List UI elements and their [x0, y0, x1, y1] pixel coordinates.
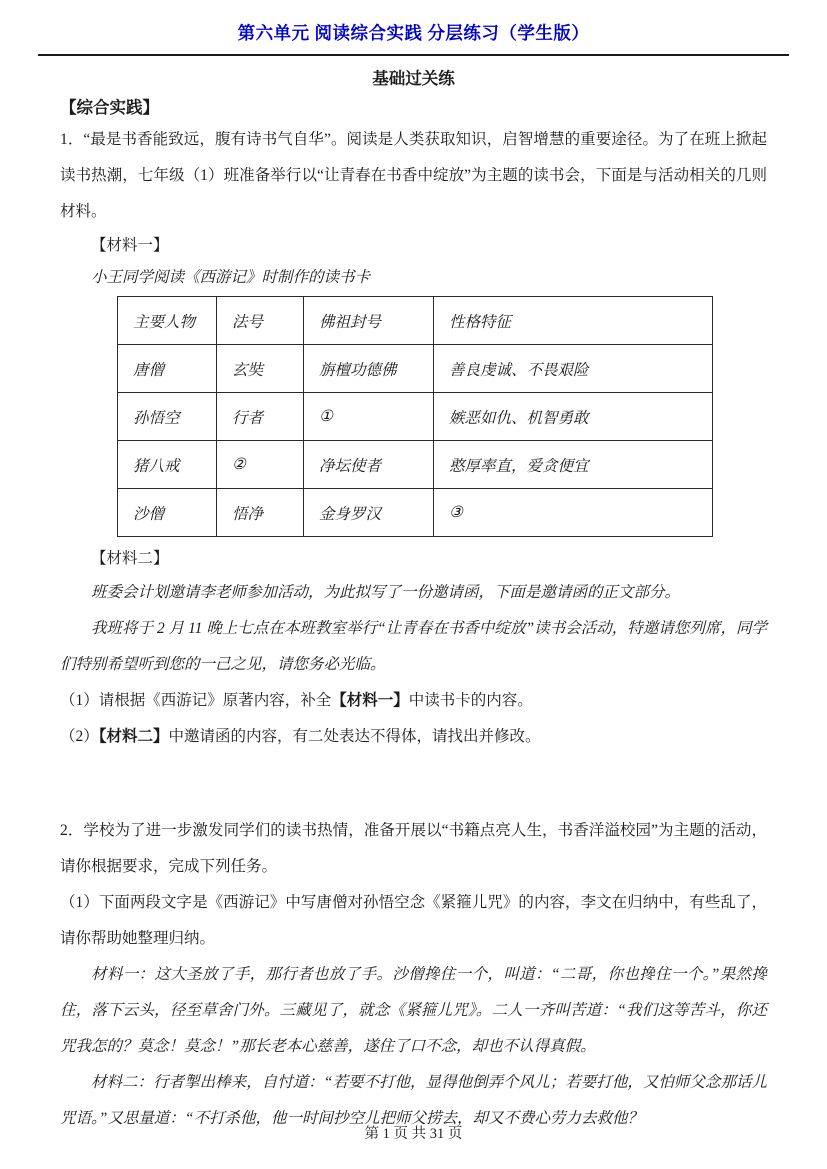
header-divider [38, 54, 789, 56]
q1-sub2-suffix: 中邀请函的内容，有二处表达不得体，请找出并修改。 [168, 728, 541, 745]
reading-card-table [117, 296, 713, 537]
col-header-buddha-title: 佛祖封号 [304, 297, 434, 345]
cell-character: 沙僧 [118, 489, 217, 537]
q1-intro: 1．“最是书香能致远，腹有诗书气自华”。阅读是人类获取知识，启智增慧的重要途径。为了在班上掀起读书热潮，七年级（1）班准备举行以“让青春在书香中绽放”为主题的读书会，下面是与活动相关的几则材料。 [60, 131, 767, 220]
q2-material1: 材料一：这大圣放了手，那行者也放了手。沙僧搀住一个，叫道：“二哥，你也搀住一个。”果然搀住，落下云头，径至草舍门外。三藏见了，就念《紧箍儿咒》。二人一齐叫苦道：“我们这等苦斗，你还咒我怎的？莫念！莫念！”那长老本心慈善，遂住了口不念，却也不认得真假。 [60, 966, 767, 1055]
q1-sub1 [60, 683, 767, 719]
material1-caption: 小王同学阅读《西游记》时制作的读书卡 [91, 269, 371, 286]
col-header-character: 主要人物 [118, 297, 217, 345]
q2-intro: 2．学校为了进一步激发同学们的读书热情，准备开展以“书籍点亮人生，书香洋溢校园”为主题的活动，请你根据要求，完成下列任务。 [60, 822, 767, 875]
col-header-dharma-name: 法号 [217, 297, 304, 345]
cell-buddha-title: 金身罗汉 [304, 489, 434, 537]
invitation-text: 我班将于 2 月 11 晚上七点在本班教室举行“让青春在书香中绽放”读书会活动，特邀请您列席，同学们特别希望听到您的一己之见，请您务必光临。 [60, 620, 767, 673]
table-row [118, 345, 713, 393]
material2-label: 【材料二】 [91, 550, 169, 567]
cell-buddha-title: 旃檀功德佛 [304, 345, 434, 393]
cell-traits: 嫉恶如仇、机智勇敢 [434, 393, 713, 441]
q1-sub1-prefix: （1）请根据《西游记》原著内容，补全 [60, 692, 332, 709]
cell-dharma-name: 玄奘 [217, 345, 304, 393]
document-body [0, 65, 827, 1137]
cell-traits: 善良虔诚、不畏艰险 [434, 345, 713, 393]
table-header-row [118, 297, 713, 345]
q1-sub2-prefix: （2） [60, 728, 99, 745]
practice-label: 【综合实践】 [60, 98, 159, 117]
cell-character: 孙悟空 [118, 393, 217, 441]
section-title: 基础过关练 [372, 69, 455, 88]
table-row [118, 393, 713, 441]
cell-character: 猪八戒 [118, 441, 217, 489]
material1-label: 【材料一】 [91, 237, 169, 254]
page-number-footer: 第 1 页 共 31 页 [364, 1126, 463, 1142]
cell-character: 唐僧 [118, 345, 217, 393]
cell-dharma-name: 行者 [217, 393, 304, 441]
q1-sub1-material-label: 【材料一】 [331, 692, 409, 709]
table-row [118, 441, 713, 489]
q2-material2: 材料二：行者掣出棒来，自忖道：“若要不打他，显得他倒弄个风儿；若要打他，又怕师父念那话儿咒语。”又思量道：“不打杀他，他一时间抄空儿把师父捞去，却又不费心劳力去救他？ [60, 1074, 767, 1127]
q1-sub1-suffix: 中读书卡的内容。 [408, 692, 533, 709]
table-row [118, 489, 713, 537]
q1-sub2-material-label: 【材料二】 [98, 728, 169, 745]
cell-dharma-name: 悟净 [217, 489, 304, 537]
q2-sub1: （1）下面两段文字是《西游记》中写唐僧对孙悟空念《紧箍儿咒》的内容，李文在归纳中，有些乱了，请你帮助她整理归纳。 [60, 894, 767, 947]
cell-dharma-name: ② [217, 441, 304, 489]
cell-buddha-title: 净坛使者 [304, 441, 434, 489]
col-header-traits: 性格特征 [434, 297, 713, 345]
q1-sub2 [60, 719, 767, 755]
cell-traits: 憨厚率直，爱贪便宜 [434, 441, 713, 489]
cell-buddha-title: ① [304, 393, 434, 441]
document-title: 第六单元 阅读综合实践 分层练习（学生版） [237, 23, 590, 43]
cell-traits: ③ [434, 489, 713, 537]
material2-intro: 班委会计划邀请李老师参加活动，为此拟写了一份邀请函，下面是邀请函的正文部分。 [91, 584, 681, 601]
